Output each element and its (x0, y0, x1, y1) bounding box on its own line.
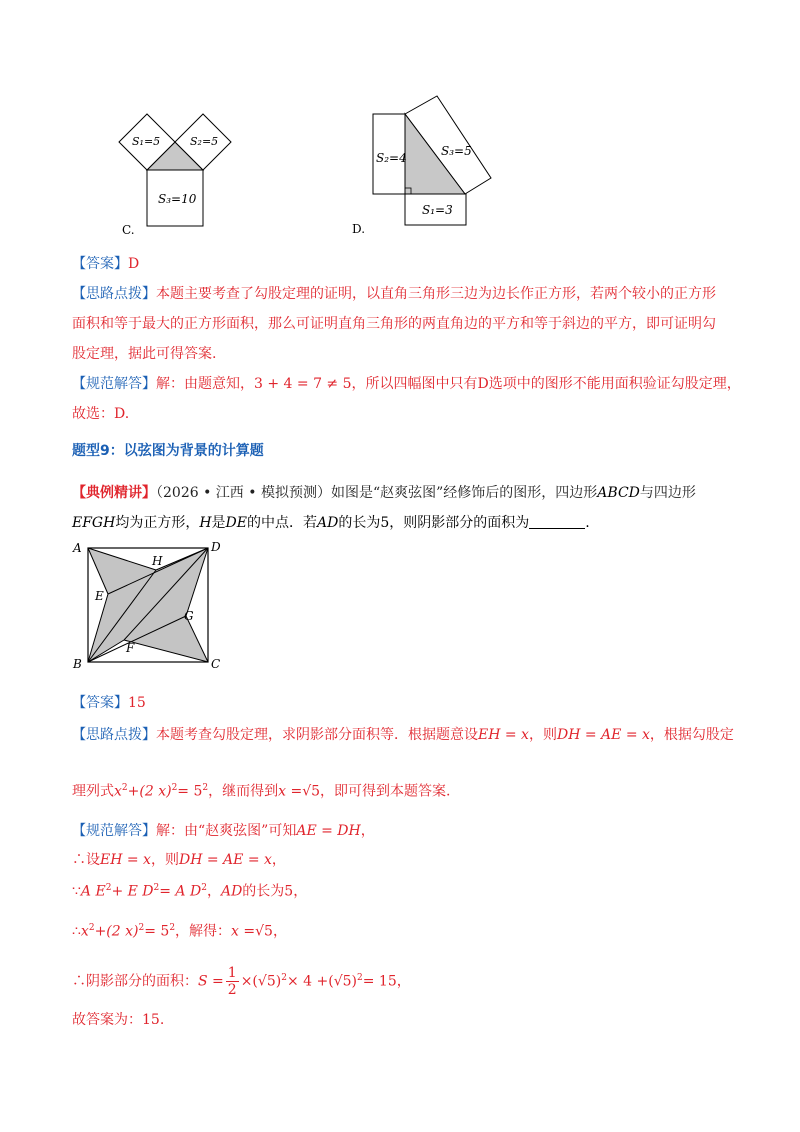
answer-line-2 (72, 693, 146, 713)
example-text: 的长为5，则阴影部分的面积为 (338, 515, 530, 531)
example-text: 与四边形 (639, 485, 696, 501)
solution2-line-5: ∴阴影部分的面积：S = $\frac{1}{2}$ $\times(√5)^2\times 4 +(√5)^2= 15$， (72, 965, 411, 999)
sqrt-icon: √ (255, 923, 265, 940)
s3-label-d: S₃=5 (441, 144, 472, 158)
vertex-d: D (211, 540, 221, 554)
hint-math: 5 (311, 783, 321, 800)
zhao-shuang-diagram (70, 538, 230, 673)
fraction-half: $\frac{1}{2}$ (227, 965, 237, 999)
answer-line-1 (72, 254, 139, 274)
solution-prefix: 解：由题意知， (156, 376, 254, 392)
hint-line-3: 股定理，据此可得答案. (72, 346, 217, 362)
solution2-line-4: $\therefore x^2+(2$ $x)^2= 5^2$，解得：x =√5， (72, 923, 287, 940)
example-de: DE (225, 515, 247, 531)
option-c-label: C. (122, 223, 135, 237)
hint-text: ，则 (528, 727, 557, 743)
example-line-1 (72, 483, 696, 503)
example-text: 均为正方形， (115, 515, 200, 531)
answer-tag: 【答案】 (72, 256, 128, 272)
vertex-e: E (95, 589, 104, 603)
s1-label-d: S₁=3 (422, 203, 453, 217)
example-abcd: ABCD (597, 485, 640, 501)
solution-line-2: 故选：D. (72, 406, 130, 422)
solution-math: AE = DH (296, 823, 361, 839)
hint-text: ，根据勾股定 (649, 727, 734, 743)
example-source: （2026 • 江西 • 模拟预测） (156, 485, 331, 501)
hint-tag: 【思路点拨】 (72, 727, 156, 743)
sqrt-icon: √ (257, 973, 267, 990)
hint-text: 理列式 (72, 783, 114, 800)
example-text: . (585, 515, 590, 531)
example-efgh: EFGH (72, 515, 116, 531)
example-text: 是 (211, 515, 226, 531)
hint2-line-1 (72, 725, 734, 745)
hint-math: = 5 (177, 783, 203, 800)
example-tag: 【典例精讲】 (72, 485, 156, 501)
hint-math: EH = x (478, 727, 529, 743)
figure-d (345, 92, 495, 237)
s3-label-c: S₃=10 (158, 192, 197, 206)
hint-line-2: 面积和等于最大的正方形面积，那么可证明直角三角形的两直角边的平方和等于斜边的平方，即可证明勾 (72, 316, 716, 332)
vertex-f: F (126, 641, 135, 655)
hint-math: +(2 x) (127, 783, 172, 800)
hint2-line-2: 理列式$x^2+(2$ $x)^2= 5^2$，继而得到x =√5，即可得到本题答案. (72, 783, 451, 800)
example-ad: AD (317, 515, 339, 531)
section-title: 题型9：以弦图为背景的计算题 (72, 443, 264, 459)
example-text: 的中点．若 (247, 515, 317, 531)
s2-label-c: S₂=5 (190, 135, 219, 148)
hint-line-1 (72, 284, 716, 304)
solution2-line-3: ∵A $E^2+ E$ $D^2= A$ $D^2$，AD的长为5， (72, 883, 308, 900)
hint-text: ，继而得到 (208, 783, 279, 800)
solution2-line-1 (72, 821, 375, 841)
hint-math: x (114, 783, 122, 800)
vertex-c: C (211, 657, 221, 671)
solution-line-1 (72, 374, 741, 394)
vertex-h: H (152, 554, 163, 568)
hint-tag: 【思路点拨】 (72, 286, 156, 302)
hint-math: DH = AE = x (556, 727, 650, 743)
example-text: 如图是“赵爽弦图”经修饰后的图形，四边形 (330, 485, 598, 501)
solution2-line-6: 故答案为：15. (72, 1012, 165, 1028)
solution-text: ， (360, 823, 375, 839)
solution-tag: 【规范解答】 (72, 376, 156, 392)
answer-blank (529, 514, 585, 529)
hint-math: x = (278, 783, 303, 800)
solution-tag: 【规范解答】 (72, 823, 156, 839)
vertex-a: A (73, 541, 82, 555)
option-d-label: D. (352, 222, 366, 236)
figure-c (110, 108, 240, 248)
answer-value: D (128, 256, 140, 272)
answer-value: 15 (128, 695, 146, 711)
example-h: H (199, 515, 212, 531)
solution-math: 3 + 4 = 7 ≠ 5 (254, 376, 352, 392)
answer-tag: 【答案】 (72, 695, 128, 711)
sqrt-icon: √ (333, 973, 343, 990)
vertex-g: G (184, 609, 194, 623)
sqrt-icon: √ (302, 783, 312, 800)
solution-text: 解：由“赵爽弦图”可知 (156, 823, 297, 839)
hint-text: 本题考查勾股定理，求阴影部分面积等．根据题意设 (156, 727, 478, 743)
hint-text-1: 本题主要考查了勾股定理的证明，以直角三角形三边为边长作正方形，若两个较小的正方形 (156, 286, 716, 302)
s1-label-c: S₁=5 (132, 135, 161, 148)
solution-suffix: ，所以四幅图中只有D选项中的图形不能用面积验证勾股定理， (351, 376, 741, 392)
hint-text: ，即可得到本题答案. (320, 783, 451, 800)
s2-label-d: S₂=4 (376, 151, 407, 165)
solution2-line-2: ∴设EH = x，则DH = AE = x， (72, 852, 286, 868)
example-line-2 (72, 513, 590, 533)
vertex-b: B (73, 657, 82, 671)
